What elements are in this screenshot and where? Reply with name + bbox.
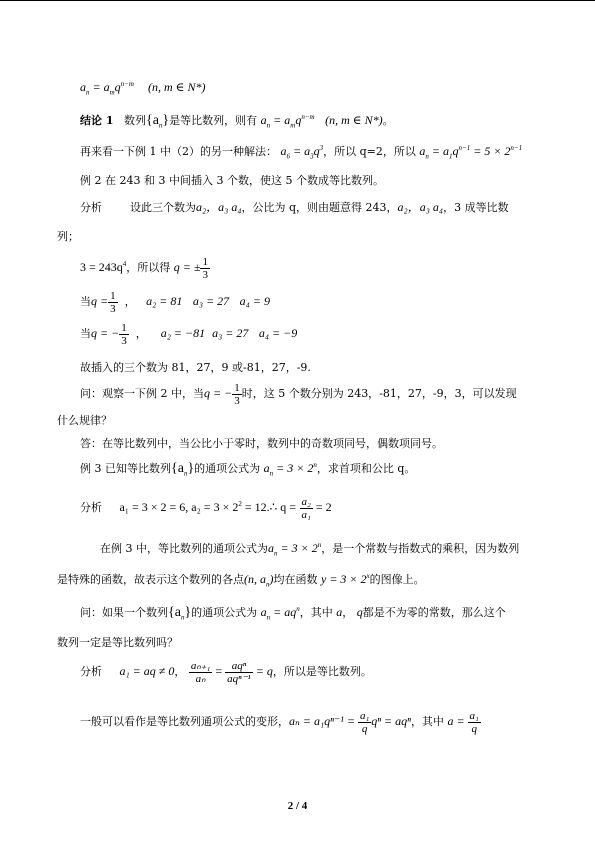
question-1: 问：观察一下例 2 中，当q = − $\frac{1}{3}$ 时，这 5 个数分别为 243，-81，27，-9，3，可以发现 xyxy=(80,381,517,407)
analysis-example-2: 分析 设此三个数为a₂，a₃ a₄，公比为 q，则由题意得 243，a₂，a₃ a₄，3 成等比数 xyxy=(80,200,509,214)
case-positive-q: 当q = $\frac{1}{3}$ ， a₂ = 81 a₃ = 27 a₄ = 9 xyxy=(80,289,270,315)
question-1-cont: 什么规律？ xyxy=(57,414,112,427)
paragraph-example-3-cont: 是特殊的函数，故表示这个数列的各点(n, $a_n$)均在函数 $y = 3 \times 2^x$的图像上。 xyxy=(57,572,425,589)
general-form: 一般可以看作是等比数列通项公式的变形，aₙ = a₁qⁿ⁻¹ = $\frac{\text{a₁}}{q}$ qⁿ = aqⁿ，其中 a = $\frac{\text{a₁}}{q}$ xyxy=(80,709,479,735)
question-2-cont: 数列一定是等比数列吗？ xyxy=(57,636,178,649)
analysis-example-3: 分析 a₁ = 3 × 2 = 6, $a_2 = 3 \times 2^2$ = 12.∴ q = $\frac{\text{a₂}}{\text{a₁}}$ = 2 xyxy=(80,495,332,521)
inserted-numbers-result: 故插入的三个数为 81，27，9 或-81，27，-9. xyxy=(80,361,311,374)
conclusion-1: 结论 1 数列$\{a_n\}$是等比数列，则有 $a_n = a_mq^{n-m}$ (n, m ∈ N*)。 xyxy=(80,113,394,130)
alternative-solution: 再来看一下例 1 中（2）的另一种解法： $a_6 = a_3q^3$，所以 q=2，所以 $a_n = a_1q^{n-1} = 5 \times 2^{n-1}$ xyxy=(80,144,523,161)
question-2: 问：如果一个数列$\{a_n\}$的通项公式为 $a_n = aq^n$，其中 a， q都是不为零的常数，那么这个 xyxy=(80,605,506,622)
analysis-example-2-cont: 列； xyxy=(57,230,79,243)
paragraph-example-3: 在例 3 中，等比数列的通项公式为$a_n = 3 \times 2^n$，是一个常数与指数式的乘积，因为数列 xyxy=(100,541,520,558)
example-3-title: 例 3 已知等比数列$\{a_n\}$的通项公式为 $a_n = 3 \times 2^n$，求首项和公比 q。 xyxy=(80,461,416,478)
page-number: 2 / 4 xyxy=(287,800,308,812)
solve-q: $3 = 243q^4$，所以得 q = ± $\frac{1}{3}$ xyxy=(80,255,208,281)
page-top-border xyxy=(0,0,595,1)
formula-general-term: $a_n = a_mq^{n-m}$ (n, m ∈ N*) xyxy=(80,80,206,97)
analysis-question-2: 分析 a₁ = aq ≠ 0， $\frac{\text{aₙ₊₁}}{\text{aₙ}}$ = $\frac{\text{aqⁿ}}{\text{aqⁿ⁻¹}}$ = q，所以是等比数列。 xyxy=(80,659,372,685)
example-2-title: 例 2 在 243 和 3 中间插入 3 个数，使这 5 个数成等比数列。 xyxy=(80,174,384,187)
case-negative-q: 当q = − $\frac{1}{3}$ ， a₂ = −81 a₃ = 27 a₄ = −9 xyxy=(80,321,298,347)
fraction-one-third: $\frac{1}{3}$ xyxy=(202,255,208,281)
answer-1: 答：在等比数列中，当公比小于零时，数列中的奇数项同号，偶数项同号。 xyxy=(80,437,443,450)
